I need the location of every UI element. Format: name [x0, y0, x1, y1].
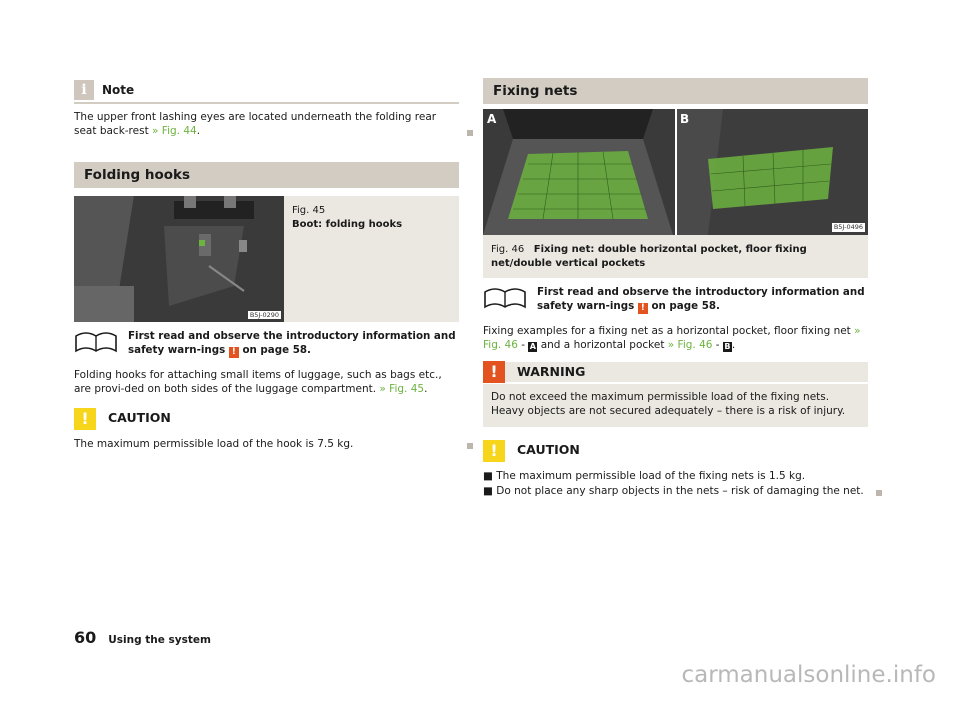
caution-list: [483, 469, 868, 498]
caution-header: ! CAUTION: [483, 439, 868, 463]
fig45-caption: [284, 196, 410, 322]
caution-icon: !: [483, 440, 505, 462]
caution-icon: !: [74, 408, 96, 430]
nets-body: Fixing examples for a fixing net as a horizontal pocket, floor fixing net » Fig. 46 - A and a horizontal pocket » Fig. 46 - B.: [483, 324, 861, 352]
left-column: [74, 78, 459, 451]
note-header: [74, 78, 459, 104]
fig45-code: B5J-0290: [249, 310, 279, 319]
hooks-body: Folding hooks for attaching small items of luggage, such as bags etc., are provi-ded on both sides of the luggage compartment. » Fig. 45.: [74, 369, 442, 396]
fig44-link[interactable]: » Fig. 44: [152, 125, 197, 138]
fig46-box: [483, 109, 868, 278]
section-end-icon: [467, 130, 473, 136]
fig46-code: B5J-0496: [833, 223, 863, 232]
caution-text: The maximum permissible load of the hook is 7.5 kg.: [74, 437, 459, 451]
warning-mini-icon: !: [229, 347, 239, 358]
boot-folding-hooks-illustration: [74, 196, 284, 322]
warning-header: ! WARNING: [483, 362, 868, 384]
fig46-caption: [483, 235, 868, 278]
fig46-label-a: A: [487, 112, 497, 126]
fig46-image: [483, 109, 868, 235]
warning-icon: !: [483, 361, 505, 383]
fig46-link[interactable]: » Fig. 46: [483, 324, 861, 352]
right-column: [483, 78, 868, 498]
fig45-link[interactable]: » Fig. 45: [379, 383, 425, 396]
book-icon: [483, 286, 527, 310]
label-b-box: B: [724, 342, 731, 352]
page-number: 60: [74, 628, 97, 647]
list-item: ■ The maximum permissible load of the fixing nets is 1.5 kg.: [483, 469, 806, 482]
fixing-nets-illustration: [483, 109, 868, 235]
fig45-number: Fig. 45: [292, 205, 326, 217]
warning-box: [483, 362, 868, 426]
note-text: The upper front lashing eyes are located underneath the folding rear seat back-rest » Fig. 44.: [74, 110, 459, 138]
book-icon: [74, 330, 118, 354]
folding-hooks-heading: Folding hooks: [74, 162, 459, 188]
label-a-box: A: [529, 342, 536, 352]
section-end-icon: [876, 490, 882, 496]
fig45-title: Boot: folding hooks: [292, 218, 403, 230]
intro-row: [74, 330, 459, 358]
fixing-nets-heading: Fixing nets: [483, 78, 868, 104]
section-end-icon: [467, 443, 473, 449]
section-label: Using the system: [108, 634, 211, 646]
caution-header: ! CAUTION: [74, 407, 459, 431]
info-icon: i: [74, 80, 94, 100]
note-title: Note: [102, 82, 135, 97]
list-item: ■ Do not place any sharp objects in the nets – risk of damaging the net.: [483, 484, 864, 497]
intro-text: First read and observe the introductory information and safety warn-ings ! on page 58.: [128, 330, 456, 358]
fig45-image: [74, 196, 284, 322]
warning-mini-icon: !: [638, 303, 648, 314]
fig46-title: Fixing net: double horizontal pocket, floor fixing net/double vertical pockets: [491, 244, 807, 269]
fig46-label-b: B: [680, 112, 690, 126]
intro-row: [483, 286, 868, 314]
fig46-link[interactable]: » Fig. 46: [667, 339, 713, 352]
intro-text: First read and observe the introductory information and safety warn-ings ! on page 58.: [537, 286, 865, 313]
fig45-box: [74, 196, 459, 322]
warning-text: Do not exceed the maximum permissible load of the fixing nets. Heavy objects are not secured adequately – there is a risk of injury.: [491, 391, 846, 418]
fig46-number: Fig. 46: [491, 244, 525, 255]
page-footer: [74, 627, 211, 649]
watermark: carmanualsonline.info: [681, 661, 936, 688]
